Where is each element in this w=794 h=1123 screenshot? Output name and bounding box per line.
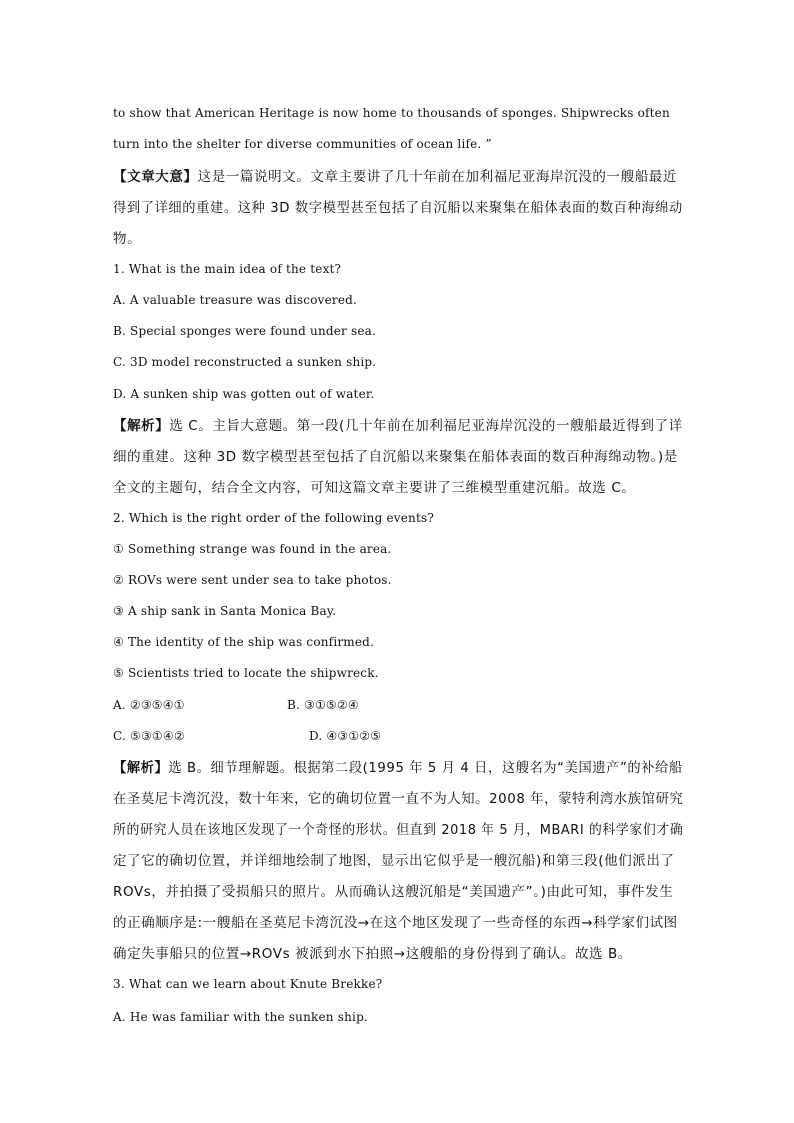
q2-option-b: B. ③①⑤②④ — [287, 698, 359, 712]
analysis-2-line: 在圣莫尼卡湾沉没，数十年来，它的确切位置一直不为人知。2008 年，蒙特利湾水族馆研究 — [113, 791, 684, 807]
analysis-text: 选 B。细节理解题。根据第二段(1995 年 5 月 4 日，这艘名为“美国遗产”的补给船 — [168, 760, 683, 776]
analysis-2-line: 所的研究人员在该地区发现了一个奇怪的形状。但直到 2018 年 5 月，MBARI 的科学家们才确 — [113, 822, 684, 838]
analysis-tag: 【解析】 — [113, 418, 170, 434]
analysis-2-line: 定了它的确切位置，并详细地绘制了地图，显示出它似乎是一艘沉船)和第三段(他们派出了 — [113, 853, 675, 869]
summary-tag: 【文章大意】 — [113, 169, 198, 185]
q1-option-a: A. A valuable treasure was discovered. — [113, 293, 358, 307]
q1-option-b: B. Special sponges were found under sea. — [113, 324, 377, 338]
analysis-1-line — [113, 414, 683, 434]
passage-line: to show that American Heritage is now home to thousands of sponges. Shipwrecks often — [113, 106, 670, 120]
analysis-2-line: 的正确顺序是:一艘船在圣莫尼卡湾沉没→在这个地区发现了一些奇怪的东西→科学家们试图 — [113, 915, 678, 931]
summary-text: 这是一篇说明文。文章主要讲了几十年前在加利福尼亚海岸沉没的一艘船最近 — [197, 169, 678, 185]
q2-event-3: ③ A ship sank in Santa Monica Bay. — [113, 604, 337, 618]
summary-line: 物。 — [113, 231, 142, 247]
analysis-tag: 【解析】 — [113, 760, 169, 776]
analysis-1-line: 细的重建。这种 3D 数字模型甚至包括了自沉船以来聚集在船体表面的数百种海绵动物。)是 — [113, 449, 678, 465]
q2-event-5: ⑤ Scientists tried to locate the shipwreck. — [113, 666, 379, 680]
q2-event-1: ① Something strange was found in the area. — [113, 542, 392, 556]
analysis-1-line: 全文的主题句，结合全文内容，可知这篇文章主要讲了三维模型重建沉船。故选 C。 — [113, 480, 636, 496]
q2-option-a: A. ②③⑤④① — [113, 698, 185, 712]
question-3: 3. What can we learn about Knute Brekke? — [113, 977, 383, 991]
q2-option-d: D. ④③①②⑤ — [309, 729, 382, 743]
analysis-text: 选 C。主旨大意题。第一段(几十年前在加利福尼亚海岸沉没的一艘船最近得到了详 — [169, 418, 683, 434]
analysis-2-line: 确定失事船只的位置→ROVs 被派到水下拍照→这艘船的身份得到了确认。故选 B。 — [113, 946, 633, 962]
document-page — [113, 0, 683, 1123]
passage-line: turn into the shelter for diverse communities of ocean life. ” — [113, 137, 492, 151]
q1-option-d: D. A sunken ship was gotten out of water. — [113, 387, 375, 401]
q3-option-a: A. He was familiar with the sunken ship. — [113, 1010, 368, 1024]
analysis-2-line: ROVs，并拍摄了受损船只的照片。从而确认这艘沉船是“美国遗产”。)由此可知，事件发生 — [113, 884, 674, 900]
q2-option-c: C. ⑤③①④② — [113, 729, 185, 743]
q2-event-4: ④ The identity of the ship was confirmed. — [113, 635, 375, 649]
summary-line: 得到了详细的重建。这种 3D 数字模型甚至包括了自沉船以来聚集在船体表面的数百种海绵动 — [113, 200, 683, 216]
q2-event-2: ② ROVs were sent under sea to take photos. — [113, 573, 392, 587]
analysis-2-line — [113, 756, 683, 776]
summary-line — [113, 165, 677, 185]
q1-option-c: C. 3D model reconstructed a sunken ship. — [113, 355, 377, 369]
question-2: 2. Which is the right order of the following events? — [113, 511, 434, 525]
question-1: 1. What is the main idea of the text? — [113, 262, 342, 276]
